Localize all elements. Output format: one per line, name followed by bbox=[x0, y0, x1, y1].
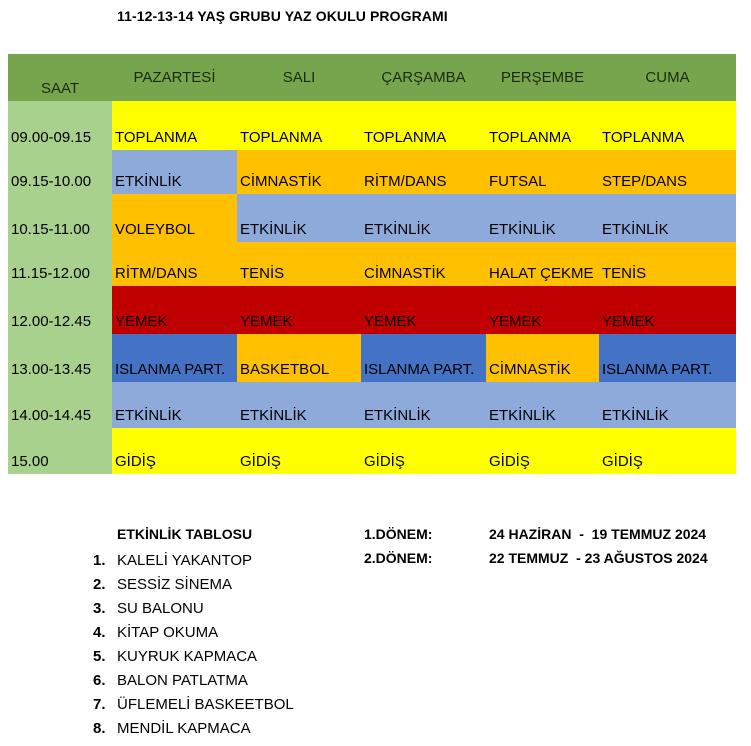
list-item bbox=[93, 692, 294, 716]
item-number: 6. bbox=[93, 671, 106, 689]
table-row bbox=[8, 194, 736, 242]
item-label: SU BALONU bbox=[117, 599, 204, 617]
activity-cell: TOPLANMA bbox=[486, 101, 599, 150]
list-item bbox=[93, 572, 294, 596]
header-saat: SAAT bbox=[8, 54, 112, 101]
activity-cell: YEMEK bbox=[599, 286, 736, 334]
list-item bbox=[93, 548, 294, 572]
activity-cell: FUTSAL bbox=[486, 150, 599, 194]
activity-cell: VOLEYBOL bbox=[112, 194, 237, 242]
activity-cell: CİMNASTİK bbox=[361, 242, 486, 286]
activity-cell: TOPLANMA bbox=[599, 101, 736, 150]
item-number: 4. bbox=[93, 623, 106, 641]
item-number: 7. bbox=[93, 695, 106, 713]
table-row bbox=[8, 382, 736, 428]
item-label: BALON PATLATMA bbox=[117, 671, 248, 689]
time-cell: 15.00 bbox=[8, 428, 112, 474]
header-day: SALI bbox=[237, 54, 361, 101]
table-row bbox=[8, 428, 736, 474]
activity-cell: HALAT ÇEKME bbox=[486, 242, 599, 286]
activity-cell: TOPLANMA bbox=[112, 101, 237, 150]
activity-cell: CİMNASTİK bbox=[237, 150, 361, 194]
table-row bbox=[8, 286, 736, 334]
activity-cell: GİDİŞ bbox=[486, 428, 599, 474]
activity-cell: ETKİNLİK bbox=[361, 382, 486, 428]
activity-cell: TOPLANMA bbox=[361, 101, 486, 150]
item-number: 1. bbox=[93, 551, 106, 569]
list-item bbox=[93, 596, 294, 620]
item-label: ÜFLEMELİ BASKEETBOL bbox=[117, 695, 294, 713]
item-number: 8. bbox=[93, 719, 106, 737]
activity-cell: GİDİŞ bbox=[361, 428, 486, 474]
activity-cell: TOPLANMA bbox=[237, 101, 361, 150]
item-label: MENDİL KAPMACA bbox=[117, 719, 251, 737]
list-item bbox=[93, 644, 294, 668]
activity-cell: ETKİNLİK bbox=[486, 382, 599, 428]
activity-cell: GİDİŞ bbox=[599, 428, 736, 474]
activity-cell: ETKİNLİK bbox=[599, 382, 736, 428]
time-cell: 09.15-10.00 bbox=[8, 150, 112, 194]
activity-cell: GİDİŞ bbox=[112, 428, 237, 474]
activity-cell: ETKİNLİK bbox=[237, 194, 361, 242]
item-number: 2. bbox=[93, 575, 106, 593]
table-header-row bbox=[8, 54, 736, 101]
table-row bbox=[8, 334, 736, 382]
donem-2-dates: 22 TEMMUZ - 23 AĞUSTOS 2024 bbox=[489, 550, 708, 566]
activity-cell: ETKİNLİK bbox=[112, 150, 237, 194]
activity-cell: ETKİNLİK bbox=[112, 382, 237, 428]
list-item bbox=[93, 620, 294, 644]
activity-cell: RİTM/DANS bbox=[361, 150, 486, 194]
etkinlik-list bbox=[93, 548, 294, 740]
donem-2-label: 2.DÖNEM: bbox=[364, 550, 433, 566]
list-item bbox=[93, 668, 294, 692]
item-label: KUYRUK KAPMACA bbox=[117, 647, 258, 665]
page-title: 11-12-13-14 YAŞ GRUBU YAZ OKULU PROGRAMI bbox=[117, 8, 448, 24]
activity-cell: ETKİNLİK bbox=[237, 382, 361, 428]
time-cell: 09.00-09.15 bbox=[8, 101, 112, 150]
time-cell: 13.00-13.45 bbox=[8, 334, 112, 382]
item-label: KALELİ YAKANTOP bbox=[117, 551, 253, 569]
activity-cell: GİDİŞ bbox=[237, 428, 361, 474]
time-cell: 11.15-12.00 bbox=[8, 242, 112, 286]
list-item bbox=[93, 716, 294, 740]
activity-cell: RİTM/DANS bbox=[112, 242, 237, 286]
activity-cell: CİMNASTİK bbox=[486, 334, 599, 382]
etkinlik-title: ETKİNLİK TABLOSU bbox=[117, 526, 253, 542]
activity-cell: ETKİNLİK bbox=[486, 194, 599, 242]
time-cell: 14.00-14.45 bbox=[8, 382, 112, 428]
activity-cell: TENİS bbox=[237, 242, 361, 286]
activity-cell: ETKİNLİK bbox=[599, 194, 736, 242]
time-cell: 12.00-12.45 bbox=[8, 286, 112, 334]
table-row bbox=[8, 101, 736, 150]
activity-cell: ISLANMA PART. bbox=[361, 334, 486, 382]
item-label: SESSİZ SİNEMA bbox=[117, 575, 233, 593]
schedule-table bbox=[8, 54, 736, 474]
header-day: PAZARTESİ bbox=[112, 54, 237, 101]
header-day: PERŞEMBE bbox=[486, 54, 599, 101]
activity-cell: ISLANMA PART. bbox=[112, 334, 237, 382]
header-day: ÇARŞAMBA bbox=[361, 54, 486, 101]
activity-cell: ETKİNLİK bbox=[361, 194, 486, 242]
time-cell: 10.15-11.00 bbox=[8, 194, 112, 242]
item-number: 3. bbox=[93, 599, 106, 617]
activity-cell: ISLANMA PART. bbox=[599, 334, 736, 382]
activity-cell: TENİS bbox=[599, 242, 736, 286]
table-row bbox=[8, 242, 736, 286]
activity-cell: YEMEK bbox=[237, 286, 361, 334]
activity-cell: BASKETBOL bbox=[237, 334, 361, 382]
donem-1-label: 1.DÖNEM: bbox=[364, 526, 433, 542]
activity-cell: YEMEK bbox=[112, 286, 237, 334]
activity-cell: YEMEK bbox=[361, 286, 486, 334]
header-day: CUMA bbox=[599, 54, 736, 101]
activity-cell: YEMEK bbox=[486, 286, 599, 334]
item-number: 5. bbox=[93, 647, 106, 665]
activity-cell: STEP/DANS bbox=[599, 150, 736, 194]
donem-1-dates: 24 HAZİRAN - 19 TEMMUZ 2024 bbox=[489, 526, 707, 542]
table-row bbox=[8, 150, 736, 194]
item-label: KİTAP OKUMA bbox=[117, 623, 219, 641]
